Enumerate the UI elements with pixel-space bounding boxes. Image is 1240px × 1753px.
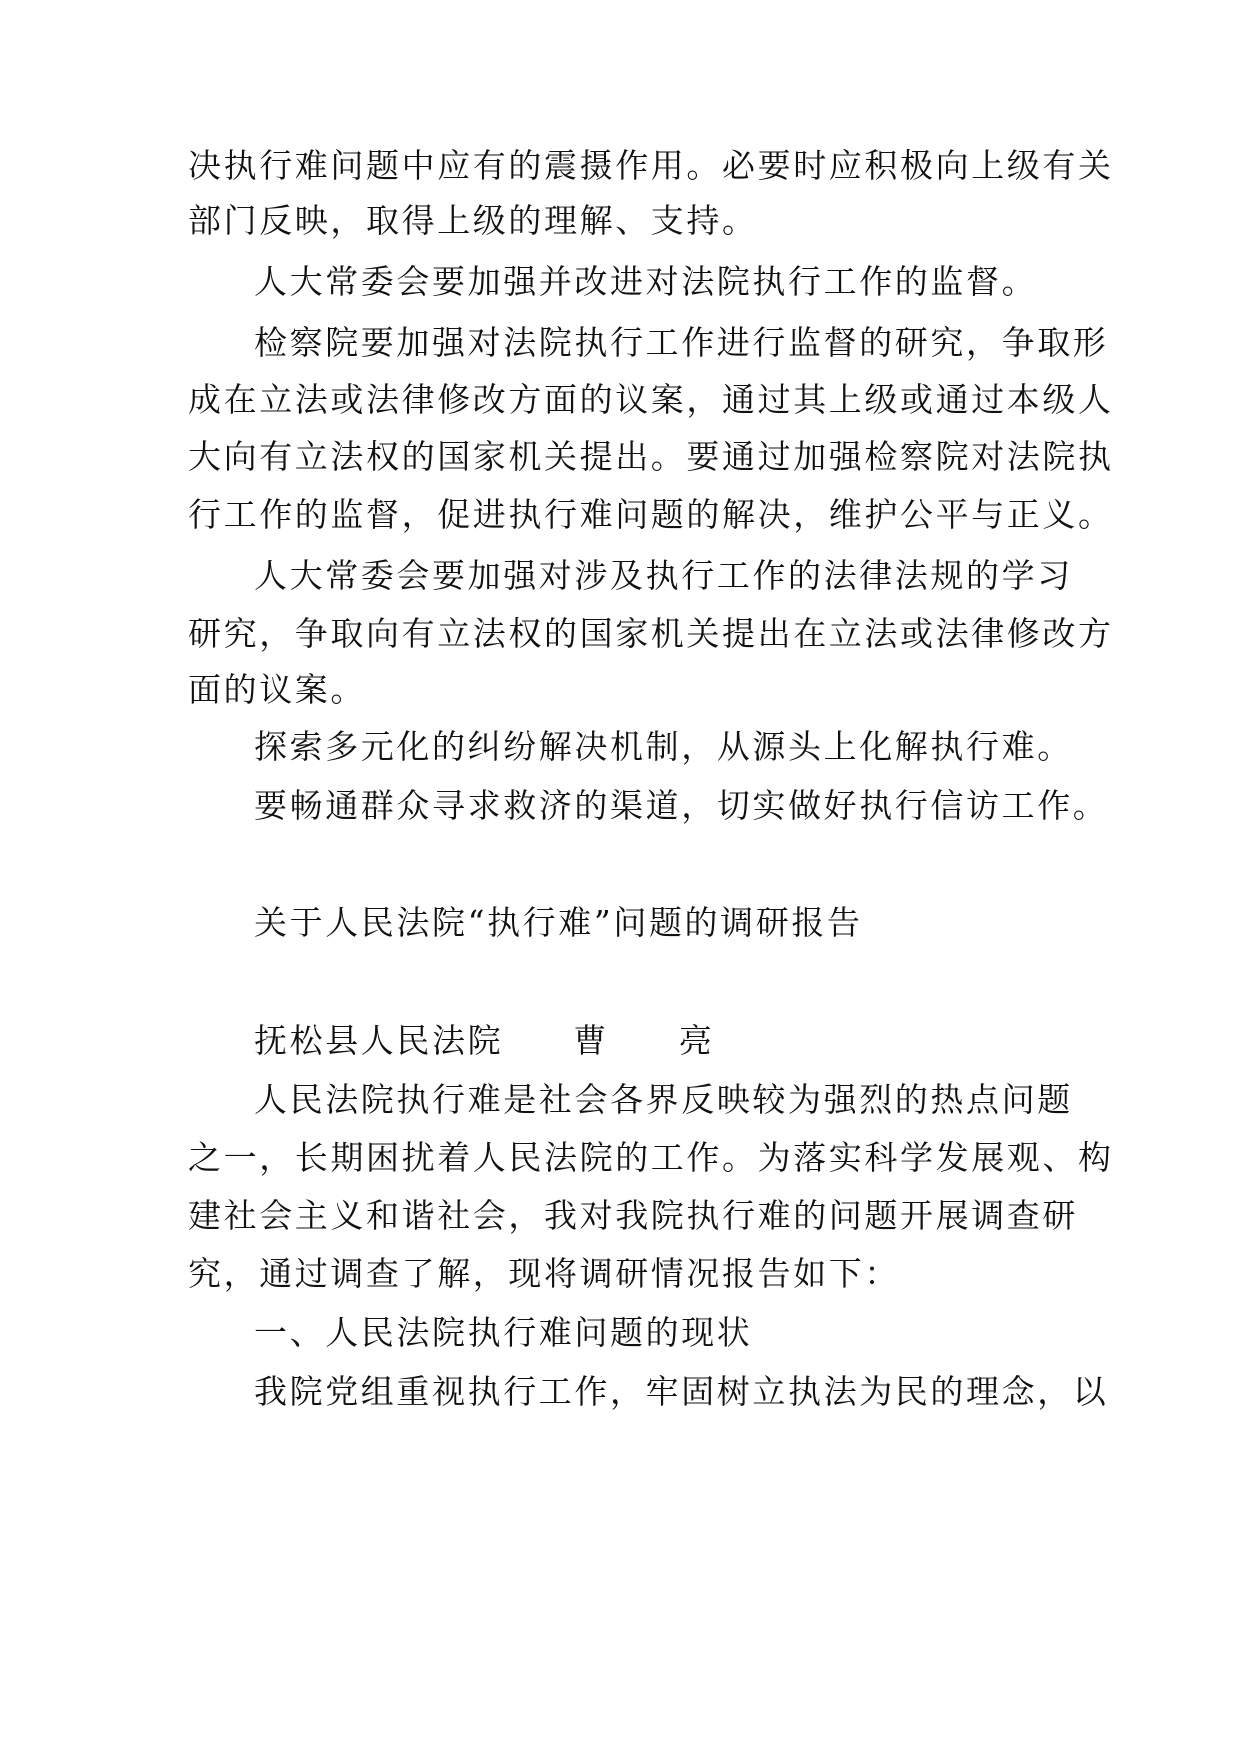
- text-line: 决执行难问题中应有的震摄作用。必要时应积极向上级有关: [188, 146, 1114, 185]
- text-line: 大向有立法权的国家机关提出。要通过加强检察院对法院执: [188, 437, 1114, 476]
- paragraph-start: 人大常委会要加强对涉及执行工作的法律法规的学习: [254, 556, 1073, 595]
- paragraph-start: 人大常委会要加强并改进对法院执行工作的监督。: [254, 262, 1038, 301]
- author-surname: 曹: [573, 1021, 609, 1060]
- paragraph-start: 探索多元化的纠纷解决机制，从源头上化解执行难。: [254, 727, 1073, 766]
- text-line: 建社会主义和谐社会，我对我院执行难的问题开展调查研: [188, 1196, 1078, 1235]
- text-line: 究，通过调查了解，现将调研情况报告如下：: [188, 1254, 900, 1293]
- text-line: 之一，长期困扰着人民法院的工作。为落实科学发展观、构: [188, 1138, 1114, 1177]
- author-organization: 抚松县人民法院: [254, 1021, 504, 1060]
- paragraph-start: 检察院要加强对法院执行工作进行监督的研究，争取形: [254, 323, 1109, 362]
- author-line: [254, 1021, 1134, 1061]
- text-line: 部门反映，取得上级的理解、支持。: [188, 201, 758, 240]
- text-line: 行工作的监督，促进执行难问题的解决，维护公平与正义。: [188, 495, 1114, 534]
- text-line: 成在立法或法律修改方面的议案，通过其上级或通过本级人: [188, 380, 1114, 419]
- report-title: 关于人民法院“执行难”问题的调研报告: [254, 903, 863, 942]
- paragraph-start: 我院党组重视执行工作，牢固树立执法为民的理念，以: [254, 1372, 1109, 1411]
- paragraph-start: 人民法院执行难是社会各界反映较为强烈的热点问题: [254, 1080, 1073, 1119]
- text-line: 研究，争取向有立法权的国家机关提出在立法或法律修改方: [188, 614, 1114, 653]
- author-given-name: 亮: [678, 1021, 715, 1060]
- text-line: 面的议案。: [188, 670, 366, 709]
- section-heading: 一、人民法院执行难问题的现状: [254, 1313, 753, 1352]
- paragraph-start: 要畅通群众寻求救济的渠道，切实做好执行信访工作。: [254, 786, 1109, 825]
